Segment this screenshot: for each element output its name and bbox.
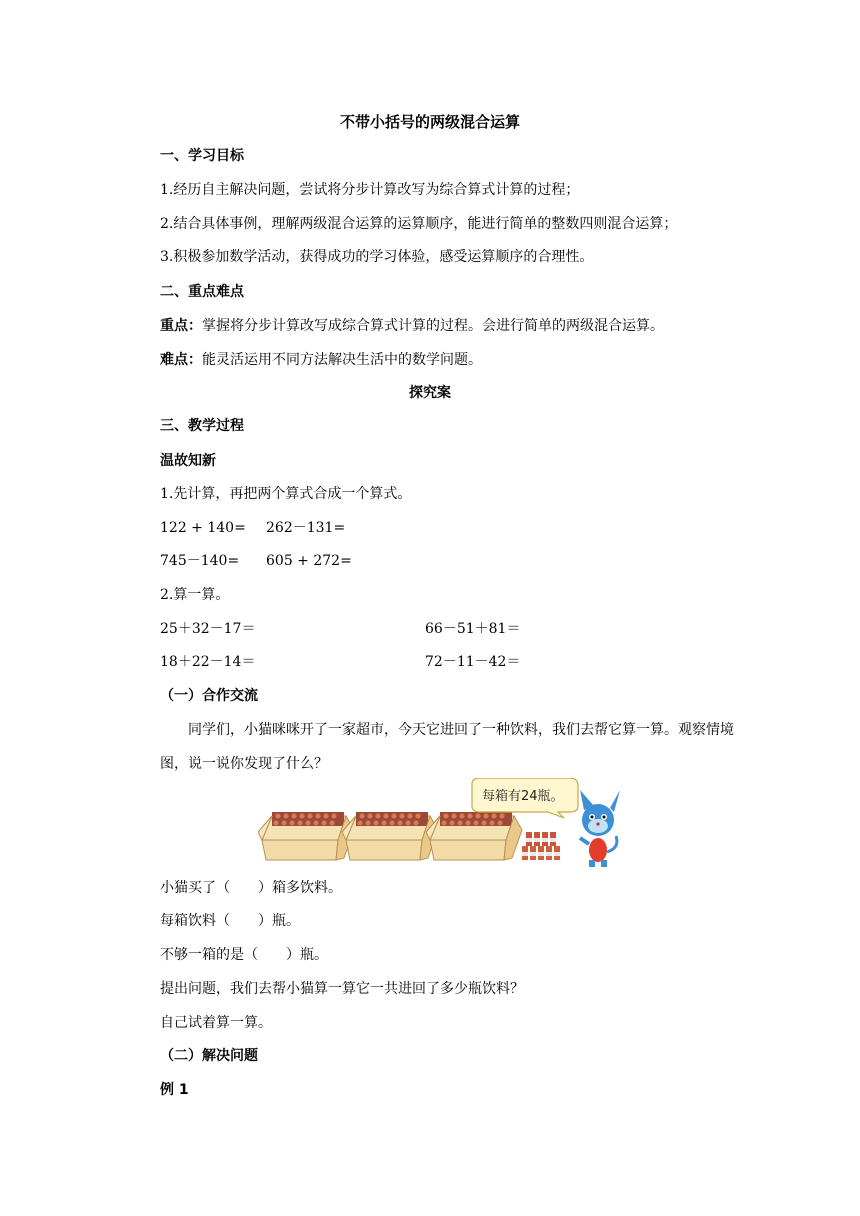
bubble-text: 每箱有24瓶。 — [482, 789, 564, 804]
cat-icon — [580, 790, 620, 867]
cooperation-heading: （一）合作交流 — [160, 688, 258, 704]
question-1: 1.先计算，再把两个算式合成一个算式。 — [160, 486, 412, 502]
drink-box-3 — [426, 812, 522, 860]
section-heading-keypoints: 二、重点难点 — [160, 284, 244, 300]
key-point-line — [160, 316, 664, 336]
expr-1-2: 262－131= — [266, 520, 346, 536]
expr-1-3: 745－140= — [160, 553, 240, 569]
goal-item-2: 2.结合具体事例，理解两级混合运算的运算顺序，能进行简单的整数四则混合运算； — [160, 216, 678, 232]
section-heading-goals: 一、学习目标 — [160, 148, 244, 164]
loose-bottles — [522, 832, 560, 860]
page-title: 不带小括号的两级混合运算 — [339, 113, 520, 131]
solve-heading: （二）解决问题 — [160, 1048, 258, 1064]
try-yourself: 自己试着算一算。 — [160, 1015, 272, 1031]
goal-item-3: 3.积极参加数学活动，获得成功的学习体验，感受运算顺序的合理性。 — [160, 249, 594, 265]
example-label: 例 1 — [160, 1082, 189, 1098]
expr-2-3: 18＋22－14＝ — [160, 654, 256, 670]
difficulty-text: 能灵活运用不同方法解决生活中的数学问题。 — [202, 352, 482, 368]
ask-question: 提出问题，我们去帮小猫算一算它一共进回了多少瓶饮料？ — [160, 981, 524, 997]
difficulty-label: 难点： — [160, 352, 202, 368]
review-heading: 温故知新 — [160, 453, 216, 469]
question-2: 2.算一算。 — [160, 587, 230, 603]
goal-item-1: 1.经历自主解决问题，尝试将分步计算改写为综合算式计算的过程； — [160, 182, 580, 198]
explore-heading: 探究案 — [409, 385, 451, 401]
key-point-label: 重点： — [160, 318, 202, 334]
expr-2-2: 66－51＋81＝ — [425, 621, 521, 637]
expr-2-4: 72－11－42＝ — [425, 654, 521, 670]
fill-blank-per-box: 每箱饮料（ ）瓶。 — [160, 913, 300, 929]
expr-1-4: 605 + 272= — [266, 553, 352, 569]
section-heading-process: 三、教学过程 — [160, 418, 244, 434]
difficulty-line — [160, 350, 482, 370]
fill-blank-boxes: 小猫买了（ ）箱多饮料。 — [160, 880, 342, 896]
cooperation-paragraph: 同学们，小猫咪咪开了一家超市，今天它进回了一种饮料，我们去帮它算一算。观察情境图，说一说你发现了什么？ — [160, 722, 734, 772]
drink-box-2 — [342, 812, 438, 860]
speech-bubble — [472, 778, 578, 818]
supermarket-illustration — [258, 778, 624, 868]
expr-2-1: 25＋32－17＝ — [160, 621, 256, 637]
drink-box-1 — [258, 812, 354, 860]
expr-1-1: 122 + 140= — [160, 520, 246, 536]
fill-blank-remainder: 不够一箱的是（ ）瓶。 — [160, 947, 328, 963]
key-point-text: 掌握将分步计算改写成综合算式计算的过程。会进行简单的两级混合运算。 — [202, 318, 664, 334]
